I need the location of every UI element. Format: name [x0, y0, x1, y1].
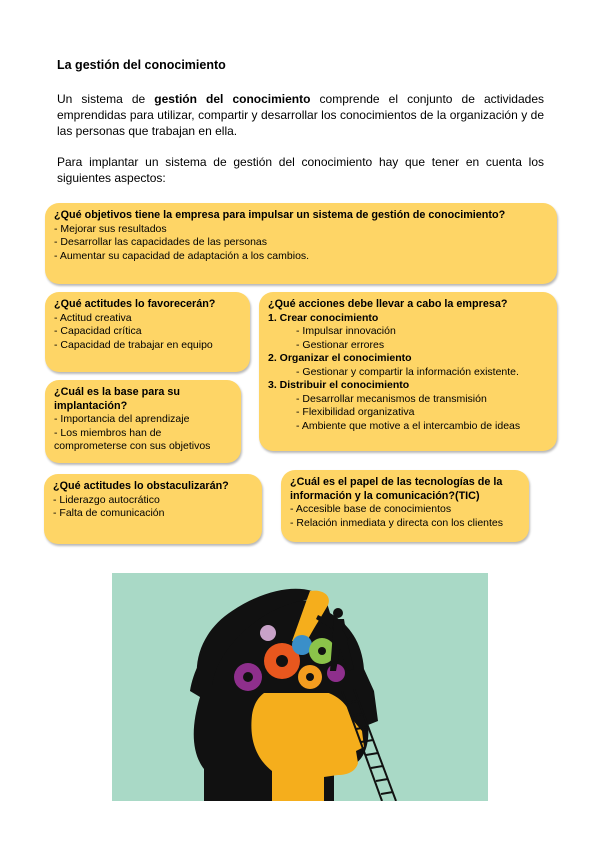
list-item: - Mejorar sus resultados	[54, 222, 167, 235]
list-item: - Flexibilidad organizativa	[296, 406, 415, 418]
aspects-paragraph: Para implantar un sistema de gestión del conocimiento hay que tener en cuenta los siguientes aspectos:	[57, 155, 544, 185]
list-item: - Impulsar innovación	[296, 325, 396, 337]
section-heading: 2. Organizar el conocimiento	[268, 352, 412, 364]
box-acciones	[259, 292, 557, 451]
gear-icon	[260, 625, 276, 641]
box-actitudes-fav-question: ¿Qué actitudes lo favorecerán?	[54, 298, 216, 310]
box-actitudes-obstaculos	[44, 474, 262, 544]
box-objetivos	[45, 203, 557, 284]
box-tic-question: ¿Cuál es el papel de las tecnologías de la información y la comunicación?(TIC)	[290, 476, 503, 502]
knowledge-head-illustration	[112, 573, 488, 801]
list-item: - Capacidad crítica	[54, 325, 142, 337]
box-actitudes-favorables	[45, 292, 250, 372]
cavity-edge	[208, 685, 358, 693]
list-item: - Liderazgo autocrático	[53, 493, 160, 506]
list-item: - Aumentar su capacidad de adaptación a los cambios.	[54, 249, 310, 262]
page-title: La gestión del conocimiento	[57, 58, 226, 72]
list-item: - Falta de comunicación	[53, 507, 165, 519]
box-base-implantacion	[45, 380, 241, 463]
list-item: - Desarrollar las capacidades de las personas	[54, 236, 268, 248]
list-item: - Gestionar errores	[296, 338, 385, 351]
gear-icon	[292, 635, 312, 655]
box-base-question: ¿Cuál es la base para su implantación?	[54, 386, 181, 412]
list-item: - Ambiente que motive a el intercambio de ideas	[296, 419, 521, 432]
section-heading: 3. Distribuir el conocimiento	[268, 379, 410, 391]
intro-bold-term: gestión del conocimiento	[154, 92, 311, 106]
box-objetivos-question: ¿Qué objetivos tiene la empresa para impulsar un sistema de gestión de conocimiento?	[54, 209, 506, 221]
intro-text-start: Un sistema de	[57, 92, 155, 106]
list-item: - Gestionar y compartir la información existente.	[296, 365, 519, 378]
box-obstaculos-question: ¿Qué actitudes lo obstaculizarán?	[53, 480, 229, 492]
list-item: - Relación inmediata y directa con los clientes	[290, 516, 504, 529]
section-heading: 1. Crear conocimiento	[268, 311, 379, 324]
list-item: - Importancia del aprendizaje	[54, 413, 190, 425]
intro-paragraph	[57, 91, 544, 139]
intro-text-end: comprende el conjunto de actividades emprendidas para utilizar, compartir y desarrollar los conocimientos de la organización y de las personas que trabajan en ella.	[57, 92, 545, 138]
list-item: - Los miembros han de comprometerse con sus objetivos	[54, 426, 211, 452]
list-item: - Capacidad de trabajar en equipo	[54, 338, 213, 351]
list-item: - Accesible base de conocimientos	[290, 503, 452, 515]
list-item: - Desarrollar mecanismos de transmisión	[296, 392, 487, 405]
list-item: - Actitud creativa	[54, 311, 132, 324]
box-acciones-question: ¿Qué acciones debe llevar a cabo la empresa?	[268, 298, 508, 310]
box-tic	[281, 470, 529, 542]
